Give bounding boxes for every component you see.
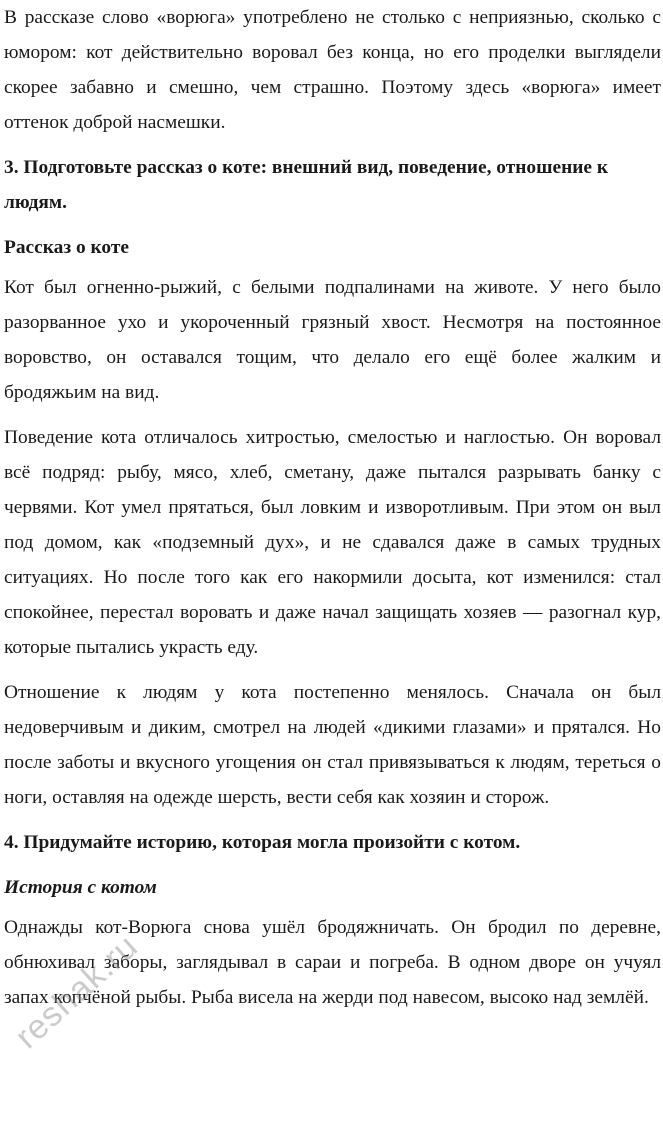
paragraph-attitude: Отношение к людям у кота постепенно менялось. Сначала он был недоверчивым и диким, смотрел на людей «дикими глазами» и прятался. Но после заботы и вкусного угощения он стал привязываться к людям, тереться о ноги, оставляя на одежде шерсть, вести себя как хозяин и сторож.	[4, 682, 661, 808]
paragraph-appearance: Кот был огненно-рыжий, с белыми подпалинами на животе. У него было разорванное ухо и укороченный грязный хвост. Несмотря на постоянное воровство, он оставался тощим, что делало его ещё более жалким и бродяжьим на вид.	[4, 277, 661, 403]
paragraph-vorjuga-meaning: В рассказе слово «ворюга» употреблено не столько с неприязнью, сколько с юмором: кот действительно воровал без конца, но его проделки выглядели скорее забавно и смешно, чем страшно. Поэтому здесь «ворюга» имеет оттенок доброй насмешки.	[4, 7, 661, 133]
paragraph-behavior: Поведение кота отличалось хитростью, смелостью и наглостью. Он воровал всё подряд: рыбу, мясо, хлеб, сметану, даже пытался разрывать банку с червями. Кот умел прятаться, был ловким и изворотливым. При этом он выл под домом, как «подземный дух», и не сдавался даже в самых трудных ситуациях. Но после того как его накормили досыта, кот изменился: стал спокойнее, перестал воровать и даже начал защищать хозяев — разогнал кур, которые пытались украсть еду.	[4, 427, 661, 658]
paragraph-history: Однажды кот-Ворюга снова ушёл бродяжничать. Он бродил по деревне, обнюхивал заборы, заглядывал в сараи и погреба. В одном дворе он учуял запах копчёной рыбы. Рыба висела на жерди под навесом, высоко над землёй.	[4, 917, 661, 1008]
history-with-cat-heading: История с котом	[4, 877, 157, 898]
document-page	[4, 0, 661, 1015]
task-3-heading: 3. Подготовьте рассказ о коте: внешний вид, поведение, отношение к людям.	[4, 157, 609, 213]
story-about-cat-heading: Рассказ о коте	[4, 237, 129, 258]
watermark-logo: reshak.ru	[8, 927, 146, 1057]
task-4-heading: 4. Придумайте историю, которая могла произойти с котом.	[4, 832, 521, 853]
